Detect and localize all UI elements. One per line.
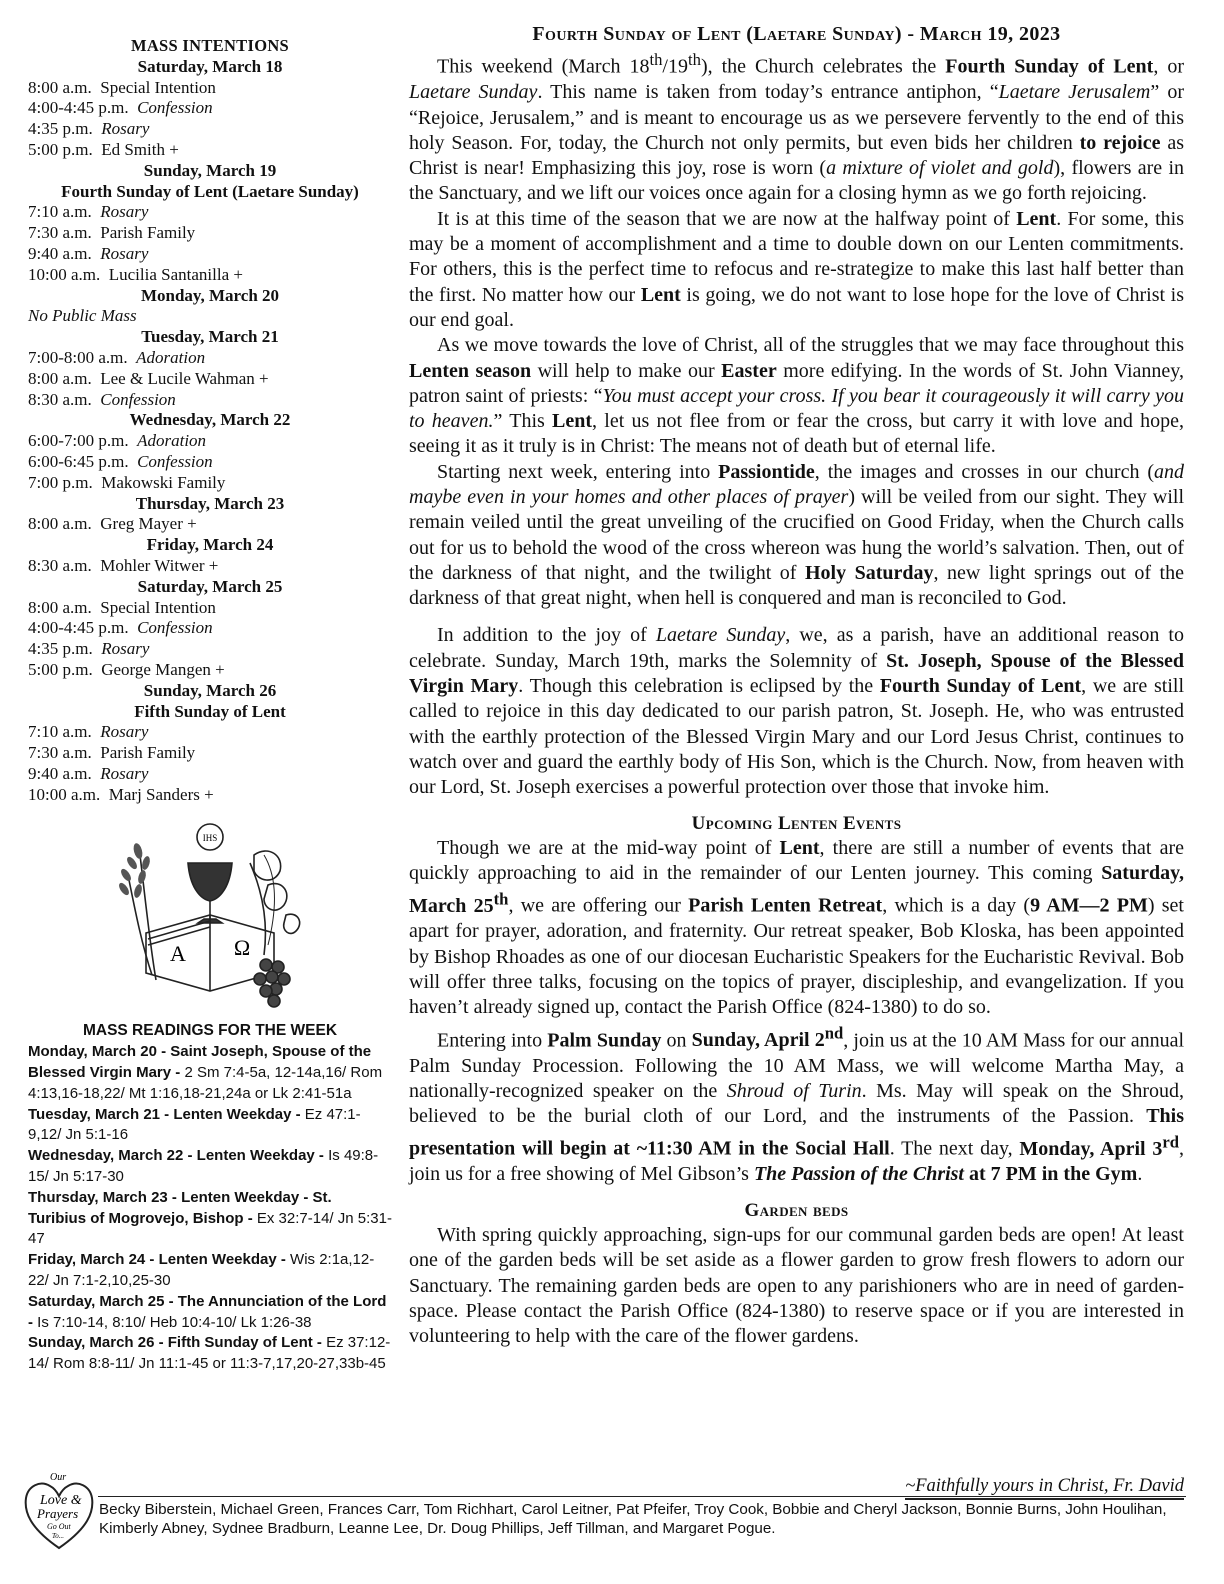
reading-day: Sunday, March 26 - Fifth Sunday of Lent - xyxy=(28,1334,327,1352)
reading-day: Wednesday, March 22 - Lenten Weekday - xyxy=(28,1147,329,1165)
left-column xyxy=(28,36,392,1375)
intention-entry xyxy=(28,618,392,639)
text: ) will be veiled from our sight. They will remain veiled until the great unveiling of the crucified on Good Friday, when the Church calls out for us to behold the wood of the cross whereon was hung the world’s salvation. Then, out of the darkness of that night, and the twilight of xyxy=(409,486,1184,584)
intention-entry xyxy=(28,598,392,619)
intention-time: 5:00 p.m. xyxy=(28,659,93,679)
text: , the images and crosses in our church ( xyxy=(814,460,1155,483)
text: Laetare Jerusalem xyxy=(998,81,1151,104)
footer-divider xyxy=(98,1496,1186,1497)
intention-time: 7:10 a.m. xyxy=(28,202,92,222)
intention-text: Marj Sanders + xyxy=(108,784,214,804)
intention-text: Rosary xyxy=(101,119,150,139)
intention-entry xyxy=(28,348,392,369)
text: , which is a day ( xyxy=(882,895,1031,918)
superscript: nd xyxy=(824,1023,844,1043)
text: ” This xyxy=(493,410,553,433)
text: Sunday, April 2 xyxy=(691,1029,825,1052)
intention-text: Rosary xyxy=(100,763,149,783)
text: , there are still a number of events that are quickly approaching to aid in the remainder of our Lenten journey. This coming xyxy=(409,836,1184,885)
text: , we are still called to rejoice in this day dedicated to our parish patron, St. Joseph. He, who was entrusted with the earthly protection of the Blessed Virgin Mary and our Lord Jesus Christ, continues to watch over and guard the earthly body of His Son, which is the Church. Now, from heaven with our Lord, St. Joseph exercises a powerful protection over those that invoke him. xyxy=(409,675,1184,799)
intention-entry xyxy=(28,660,392,681)
intention-text: George Mangen + xyxy=(101,659,225,679)
intention-entry xyxy=(28,98,392,119)
reading-day: Friday, March 24 - Lenten Weekday - xyxy=(28,1251,291,1269)
logo-text-3: Prayers xyxy=(37,1506,79,1521)
reading-entry xyxy=(28,1250,392,1292)
right-column xyxy=(409,22,1184,1349)
intention-entry xyxy=(28,722,392,743)
intention-day-heading: Thursday, March 23 xyxy=(135,493,285,513)
text: Holy Saturday xyxy=(804,561,934,584)
intention-time: 9:40 a.m. xyxy=(28,243,92,263)
text: . Though this celebration is eclipsed by the xyxy=(518,675,880,698)
reading-day: Saturday, March 25 - The Annunciation of the Lord - xyxy=(28,1292,387,1331)
text: , join us at the 10 AM Mass for our annual Palm Sunday Procession. Following the 10 AM Mass, we will welcome Martha May, a nationally-recognized speaker on the xyxy=(409,1029,1185,1102)
text: will help to make our xyxy=(531,359,722,382)
text: , new light springs out of the darkness of that great night, when hell is conquered and man is reconciled to God. xyxy=(409,561,1184,610)
intention-time: 7:00 p.m. xyxy=(28,472,93,492)
mass-readings-list xyxy=(28,1042,392,1375)
intention-text: Rosary xyxy=(100,202,149,222)
intention-text: Special Intention xyxy=(100,597,216,617)
intention-entry xyxy=(28,140,392,161)
logo-text-2: Love & xyxy=(40,1493,82,1508)
text: ), flowers are in the Sanctuary, and we lift our voices once again for a closing hymn as we go forth rejoicing. xyxy=(409,157,1185,205)
chalice-icon xyxy=(28,815,392,1015)
intention-time: 7:30 a.m. xyxy=(28,223,92,243)
reading-refs: Ez 47:1-9,12/ Jn 5:1-16 xyxy=(28,1105,361,1144)
paragraph-laetare xyxy=(409,47,1184,206)
reading-refs: Is 49:8-15/ Jn 5:17-30 xyxy=(28,1147,379,1186)
omega-text: Ω xyxy=(233,935,251,961)
text: ), the Church celebrates the xyxy=(700,55,946,78)
signature: ~Faithfully yours in Christ, Fr. David xyxy=(905,1476,1184,1500)
intention-time: 7:30 a.m. xyxy=(28,743,92,763)
reading-refs: Ez 37:12-14/ Rom 8:8-11/ Jn 11:1-45 or 11:3-7,17,20-27,33b-45 xyxy=(28,1334,391,1373)
text: Easter xyxy=(721,359,777,382)
text: Passiontide xyxy=(718,460,815,483)
intention-time: 8:30 a.m. xyxy=(28,389,92,409)
logo-text-5: To... xyxy=(52,1532,65,1540)
text: on xyxy=(661,1029,692,1052)
paragraph-halfway xyxy=(409,207,1184,333)
intention-time: 7:00-8:00 a.m. xyxy=(28,347,128,367)
reading-refs: Wis 2:1a,12-22/ Jn 7:1-2,10,25-30 xyxy=(28,1251,375,1290)
text: . The next day, xyxy=(889,1138,1020,1161)
intention-entry xyxy=(28,369,392,390)
text: You must accept your cross. If you bear it courageously it will carry you to heaven. xyxy=(409,384,1184,433)
text: Though we are at the mid-way point of xyxy=(437,836,780,859)
text: This presentation will begin at ~11:30 AM in the Social Hall xyxy=(409,1105,1184,1161)
intention-time: 10:00 a.m. xyxy=(28,264,101,284)
text: 9 AM—2 PM xyxy=(1030,895,1148,918)
intention-text: Rosary xyxy=(100,243,149,263)
intention-text: Makowski Family xyxy=(101,472,226,492)
intention-text: Rosary xyxy=(100,722,149,742)
intention-day-heading: Sunday, March 19 xyxy=(143,160,277,180)
text: , join us for a free showing of Mel Gibson’s xyxy=(409,1138,1184,1186)
reading-entry xyxy=(28,1188,392,1250)
intention-text: Adoration xyxy=(136,347,206,367)
text: Palm Sunday xyxy=(547,1029,662,1052)
text: Lent xyxy=(779,836,820,859)
intention-text: Special Intention xyxy=(100,77,216,97)
intention-text: No Public Mass xyxy=(28,306,137,326)
text: . For some, this may be a moment of accomplishment and a time to double down on our Lenten commitments. For others, this is the perfect time to refocus and re-strategize to make this last half better than the first. No matter how our xyxy=(409,207,1184,306)
text: It is at this time of the season that we are now at the halfway point of xyxy=(437,207,1017,230)
reading-day: Monday, March 20 - Saint Joseph, Spouse of the Blessed Virgin Mary - xyxy=(28,1043,372,1082)
text: Fourth Sunday of Lent xyxy=(945,55,1154,78)
intention-text: Confession xyxy=(100,389,176,409)
intention-time: 8:00 a.m. xyxy=(28,514,92,534)
mass-intentions-title: MASS INTENTIONS xyxy=(130,36,290,55)
text: St. Joseph, Spouse of the Blessed Virgin Mary xyxy=(409,649,1184,698)
intention-entry xyxy=(28,223,392,244)
text: Lenten season xyxy=(409,359,532,382)
intention-time: 4:35 p.m. xyxy=(28,639,93,659)
reading-day: Tuesday, March 21 - Lenten Weekday - xyxy=(28,1105,305,1123)
superscript: rd xyxy=(1162,1132,1179,1152)
intention-day-heading: Saturday, March 18 xyxy=(137,56,283,76)
paragraph-retreat xyxy=(409,836,1184,1021)
intention-entry xyxy=(28,306,392,327)
intention-time: 4:00-4:45 p.m. xyxy=(28,98,129,118)
text: Laetare Sunday xyxy=(409,81,538,104)
intention-day-heading: Sunday, March 26 xyxy=(143,680,277,700)
text: , let us not flee from or fear the cross, but carry it with love and hope, seeing it as it truly is in Christ: The means not of death but of eternal life. xyxy=(409,410,1185,458)
text: Laetare Sunday xyxy=(655,624,786,647)
intention-time: 5:00 p.m. xyxy=(28,139,93,159)
reading-entry xyxy=(28,1042,392,1104)
text: at 7 PM in the Gym xyxy=(964,1163,1138,1186)
intention-text: Parish Family xyxy=(100,223,196,243)
logo-text-4: Go Out xyxy=(47,1522,71,1531)
text: . Ms. May will speak on the Shroud, believed to be the burial cloth of our Lord, and the instruments of the Passion. xyxy=(409,1079,1184,1128)
love-prayers-logo xyxy=(20,1468,98,1554)
text: The Passion of the Christ xyxy=(753,1163,964,1186)
text: /19 xyxy=(662,55,688,78)
intention-day-heading: Monday, March 20 xyxy=(140,285,280,305)
ihs-text: IHS xyxy=(202,833,218,844)
paragraph-struggles xyxy=(409,333,1184,459)
intention-time: 4:00-4:45 p.m. xyxy=(28,618,129,638)
text: As we move towards the love of Christ, all of the struggles that we may face throughout this xyxy=(437,334,1184,357)
intention-time: 9:40 a.m. xyxy=(28,763,92,783)
reading-entry xyxy=(28,1292,392,1334)
mass-readings-title: MASS READINGS FOR THE WEEK xyxy=(82,1022,338,1040)
intention-text: Lee & Lucile Wahman + xyxy=(100,368,269,388)
text: ) set apart for prayer, adoration, and fraternity. Our retreat speaker, Bob Kloska, has been appointed by Bishop Rhoades as one of our diocesan Eucharistic Speakers for the Eucharistic Revival. Bob will offer three talks, focusing on the topics of prayer, discipleship, and evangelization. If you haven’t already signed up, contact the Parish Office (824-1380) to do so. xyxy=(409,895,1184,1019)
text: Lent xyxy=(552,410,593,433)
intention-text: Adoration xyxy=(137,431,207,451)
text: to rejoice xyxy=(1079,131,1161,154)
mass-intentions-list xyxy=(28,57,392,806)
reading-refs: 2 Sm 7:4-5a, 12-14a,16/ Rom 4:13,16-18,22/ Mt 1:16,18-21,24a or Lk 2:41-51a xyxy=(28,1064,383,1102)
text: Fourth Sunday of Lent xyxy=(879,675,1082,698)
intention-text: Confession xyxy=(137,618,213,638)
intention-entry xyxy=(28,390,392,411)
paragraph-palm-sunday xyxy=(409,1021,1184,1188)
intention-text: Ed Smith + xyxy=(101,139,179,159)
intention-time: 7:10 a.m. xyxy=(28,722,92,742)
text: , we are offering our xyxy=(508,895,689,918)
text: Monday, April 3 xyxy=(1019,1138,1163,1161)
intention-entry xyxy=(28,764,392,785)
reading-refs: Ex 32:7-14/ Jn 5:31-47 xyxy=(28,1209,392,1248)
text: Lent xyxy=(1016,207,1057,230)
text xyxy=(691,1023,844,1052)
intention-text: Rosary xyxy=(101,639,150,659)
intention-entry xyxy=(28,639,392,660)
intention-time: 6:00-7:00 p.m. xyxy=(28,431,129,451)
garden-beds-title: Garden beds xyxy=(744,1199,849,1221)
intention-entry xyxy=(28,743,392,764)
intention-text: Confession xyxy=(137,98,213,118)
prayer-list: Becky Biberstein, Michael Green, Frances Carr, Tom Richhart, Carol Leitner, Pat Pfeifer, Troy Cook, Bobbie and Cheryl Jackson, Bonnie Burns, John Houlihan, Kimberly Abney, Sydnee Bradburn, Leanne Lee, Dr. Doug Phillips, Jeff Tillman, and Margaret Pogue. xyxy=(99,1501,1167,1537)
intention-entry xyxy=(28,78,392,99)
heart-icon xyxy=(20,1468,98,1554)
text: Lent xyxy=(640,283,681,306)
text: Shroud of Turin xyxy=(726,1079,862,1102)
intention-time: 8:00 a.m. xyxy=(28,597,92,617)
intention-day-subheading: Fifth Sunday of Lent xyxy=(134,701,286,721)
reading-entry xyxy=(28,1146,392,1188)
paragraph-st-joseph xyxy=(409,623,1184,800)
text: , or xyxy=(1153,55,1184,78)
text: and maybe even in your homes and other places of prayer xyxy=(409,460,1185,508)
intention-text: Lucilia Santanilla + xyxy=(108,264,243,284)
main-article-title: Fourth Sunday of Lent (Laetare Sunday) - March 19, 2023 xyxy=(532,23,1061,45)
superscript: th xyxy=(493,889,509,909)
intention-entry xyxy=(28,514,392,535)
intention-text: Mohler Witwer + xyxy=(100,555,219,575)
intention-day-heading: Saturday, March 25 xyxy=(137,576,283,596)
intention-day-heading: Tuesday, March 21 xyxy=(141,327,279,347)
text: . xyxy=(1137,1163,1143,1186)
paragraph-passiontide xyxy=(409,460,1184,612)
intention-entry xyxy=(28,202,392,223)
text: In addition to the joy of xyxy=(437,624,656,647)
text: Saturday, March 25 xyxy=(409,862,1184,918)
intention-entry xyxy=(28,785,392,806)
reading-refs: Is 7:10-14, 8:10/ Heb 10:4-10/ Lk 1:26-38 xyxy=(37,1313,312,1331)
intention-time: 8:00 a.m. xyxy=(28,77,92,97)
intention-entry xyxy=(28,431,392,452)
text: ” or “Rejoice, Jerusalem,” and is meant to encourage us as we persevere fervently to the end of this holy Season. For, today, the Church not only permits, but even bids her children xyxy=(409,81,1184,154)
superscript: th xyxy=(649,50,663,70)
intention-text: Confession xyxy=(137,451,213,471)
text: a mixture of violet and gold xyxy=(826,157,1054,180)
reading-entry xyxy=(28,1333,392,1375)
intention-entry xyxy=(28,244,392,265)
text xyxy=(1019,1132,1179,1161)
intention-time: 10:00 a.m. xyxy=(28,784,101,804)
alpha-text: A xyxy=(170,941,186,967)
intention-text: Parish Family xyxy=(100,743,196,763)
text: more edifying. In the words of St. John Vianney, patron saint of priests: “ xyxy=(409,359,1184,407)
intention-entry xyxy=(28,452,392,473)
text: as Christ is near! Emphasizing this joy, rose is worn ( xyxy=(409,131,1184,180)
intention-entry xyxy=(28,265,392,286)
text: is going, we do not want to lose hope for the love of Christ is our end goal. xyxy=(409,283,1185,331)
text: . This name is taken from today’s entrance antiphon, “ xyxy=(537,81,999,104)
intention-text: Greg Mayer + xyxy=(100,514,197,534)
intention-day-heading: Wednesday, March 22 xyxy=(129,410,291,430)
logo-text-1: Our xyxy=(50,1472,67,1483)
intention-day-subheading: Fourth Sunday of Lent (Laetare Sunday) xyxy=(61,181,359,201)
superscript: th xyxy=(687,50,701,70)
reading-day: Thursday, March 23 - Lenten Weekday - St. Turibius of Mogrovejo, Bishop - xyxy=(28,1188,332,1227)
intention-entry xyxy=(28,473,392,494)
intention-time: 6:00-6:45 p.m. xyxy=(28,451,129,471)
text: Entering into xyxy=(437,1029,548,1052)
text: , we, as a parish, have an additional reason to celebrate. Sunday, March 19th, marks the Solemnity of xyxy=(409,624,1184,672)
reading-entry xyxy=(28,1105,392,1147)
intention-time: 8:30 a.m. xyxy=(28,555,92,575)
text: Parish Lenten Retreat xyxy=(688,895,883,918)
intention-entry xyxy=(28,119,392,140)
intention-time: 4:35 p.m. xyxy=(28,119,93,139)
intention-day-heading: Friday, March 24 xyxy=(146,535,274,555)
upcoming-events-title: Upcoming Lenten Events xyxy=(691,812,902,834)
text: Starting next week, entering into xyxy=(437,460,719,483)
text: This weekend (March 18 xyxy=(437,55,650,78)
paragraph-garden: With spring quickly approaching, sign-ups for our communal garden beds are open! At least one of the garden beds will be set aside as a flower garden to grow fresh flowers to adorn our Sanctuary. The remaining garden beds are open to any parishioners who are in need of garden-space. Please contact the Parish Office (824-1380) to reserve space or if you are interested in volunteering to help with the care of the flower gardens. xyxy=(409,1223,1184,1348)
intention-entry xyxy=(28,556,392,577)
intention-time: 8:00 a.m. xyxy=(28,368,92,388)
chalice-illustration xyxy=(28,815,392,1015)
